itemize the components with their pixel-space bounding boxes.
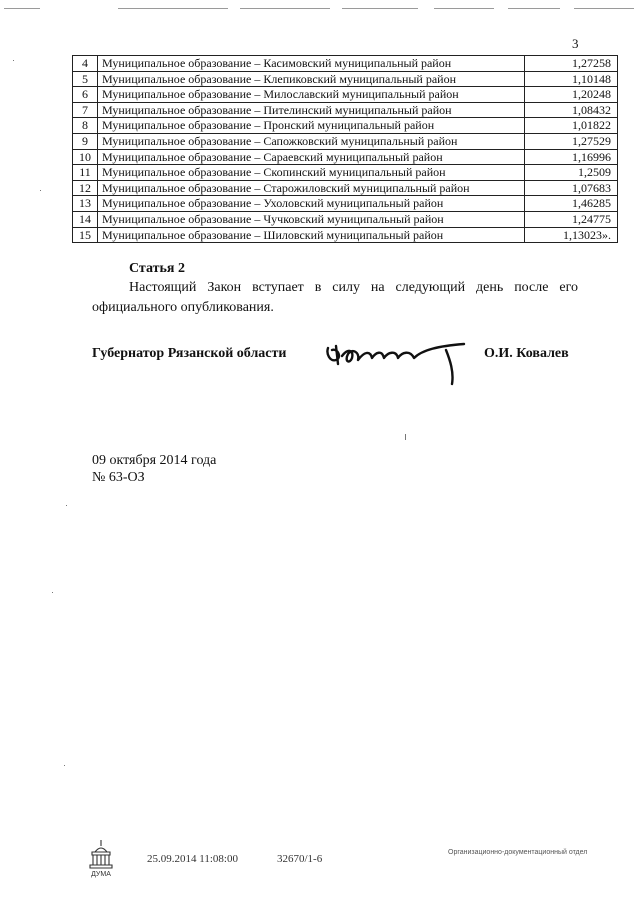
law-date: 09 октября 2014 года (92, 453, 217, 468)
scan-speck (64, 765, 65, 766)
signature-image (318, 334, 470, 386)
scan-speck (13, 60, 14, 61)
coefficient-value: 1,10148 (525, 71, 618, 87)
municipality-name: Муниципальное образование – Скопинский муниципальный район (98, 165, 525, 181)
table-row (73, 87, 618, 103)
table-row (73, 133, 618, 149)
coefficient-value: 1,13023». (525, 227, 618, 243)
row-number: 11 (73, 165, 98, 181)
row-number: 15 (73, 227, 98, 243)
table-row (73, 196, 618, 212)
coefficient-value: 1,46285 (525, 196, 618, 212)
coefficients-table (72, 55, 618, 243)
scan-speck (66, 505, 67, 506)
table-row (73, 56, 618, 72)
table-row (73, 180, 618, 196)
table-row (73, 227, 618, 243)
coefficient-value: 1,24775 (525, 211, 618, 227)
table-row (73, 118, 618, 134)
municipality-name: Муниципальное образование – Пителинский муниципальный район (98, 102, 525, 118)
scan-artifact-top (0, 8, 640, 12)
coefficient-value: 1,16996 (525, 149, 618, 165)
municipality-name: Муниципальное образование – Чучковский муниципальный район (98, 211, 525, 227)
coefficient-value: 1,27258 (525, 56, 618, 72)
row-number: 14 (73, 211, 98, 227)
municipality-name: Муниципальное образование – Сараевский муниципальный район (98, 149, 525, 165)
municipality-name: Муниципальное образование – Касимовский муниципальный район (98, 56, 525, 72)
article-text: Настоящий Закон вступает в силу на следующий день после его официального опубликования. (92, 280, 578, 315)
table-row (73, 149, 618, 165)
scan-speck (40, 190, 41, 191)
row-number: 9 (73, 133, 98, 149)
law-number: № 63-ОЗ (92, 470, 145, 485)
row-number: 13 (73, 196, 98, 212)
governor-name: О.И. Ковалев (484, 346, 569, 361)
coefficient-value: 1,07683 (525, 180, 618, 196)
coefficient-value: 1,20248 (525, 87, 618, 103)
footer-registration-code: 32670/1-6 (277, 853, 323, 865)
municipality-name: Муниципальное образование – Шиловский муниципальный район (98, 227, 525, 243)
municipality-name: Муниципальное образование – Клепиковский муниципальный район (98, 71, 525, 87)
footer-timestamp: 25.09.2014 11:08:00 (147, 853, 238, 865)
municipality-name: Муниципальное образование – Ухоловский муниципальный район (98, 196, 525, 212)
municipality-name: Муниципальное образование – Старожиловский муниципальный район (98, 180, 525, 196)
municipality-name: Муниципальное образование – Пронский муниципальный район (98, 118, 525, 134)
coefficient-value: 1,01822 (525, 118, 618, 134)
scan-speck (405, 434, 406, 440)
coefficient-value: 1,08432 (525, 102, 618, 118)
row-number: 12 (73, 180, 98, 196)
row-number: 8 (73, 118, 98, 134)
svg-text:ДУМА: ДУМА (91, 871, 111, 878)
table-row (73, 165, 618, 181)
table-row (73, 211, 618, 227)
article-title: Статья 2 (129, 261, 185, 276)
row-number: 7 (73, 102, 98, 118)
row-number: 10 (73, 149, 98, 165)
footer-department: Организационно-документационный отдел (448, 849, 588, 856)
municipality-name: Муниципальное образование – Сапожковский муниципальный район (98, 133, 525, 149)
table-row (73, 71, 618, 87)
page-number: 3 (572, 36, 579, 51)
row-number: 4 (73, 56, 98, 72)
scan-speck (52, 592, 53, 593)
row-number: 6 (73, 87, 98, 103)
coefficient-value: 1,2509 (525, 165, 618, 181)
duma-logo-icon (86, 838, 116, 878)
governor-title: Губернатор Рязанской области (92, 346, 287, 361)
municipality-name: Муниципальное образование – Милославский муниципальный район (98, 87, 525, 103)
coefficient-value: 1,27529 (525, 133, 618, 149)
table-row (73, 102, 618, 118)
row-number: 5 (73, 71, 98, 87)
